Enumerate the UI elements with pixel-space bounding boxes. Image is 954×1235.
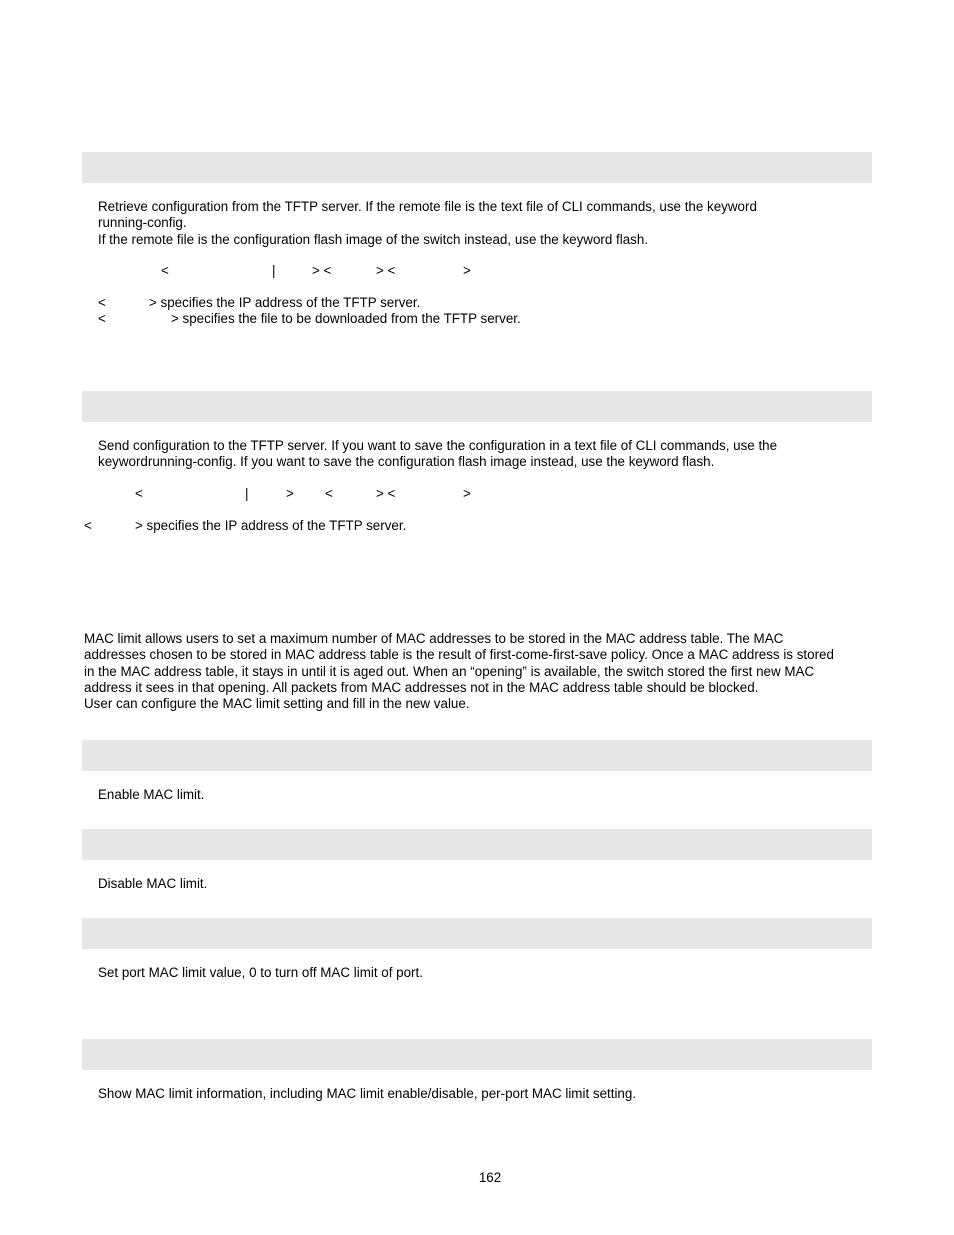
mac-limit-enable-description: Enable MAC limit. [98, 787, 205, 802]
command-header-bar [82, 152, 872, 183]
tftp-download-description: Retrieve configuration from the TFTP server. If the remote file is the text file of CLI commands, use the keyword running-config. If the remote file is the configuration flash image of the switch instead, use the keyword flash. [98, 199, 757, 247]
page-number: 162 [478, 1170, 502, 1185]
command-header-bar [82, 391, 872, 422]
mac-limit-intro: MAC limit allows users to set a maximum number of MAC addresses to be stored in the MAC address table. The MAC addresses chosen to be stored in MAC address table is the result of first-come-first-save policy. Once a MAC address is stored in the MAC address table, it stays in until it is aged out. When an “opening” is available, the switch stored the first new MAC address it sees in that opening. All packets from MAC addresses not in the MAC address table should be blocked. User can configure the MAC limit setting and fill in the new value. [84, 631, 834, 712]
command-header-bar [82, 829, 872, 860]
mac-limit-port-description: Set port MAC limit value, 0 to turn off MAC limit of port. [98, 965, 423, 980]
command-header-bar [82, 1039, 872, 1070]
mac-limit-show-description: Show MAC limit information, including MAC limit enable/disable, per-port MAC limit setting. [98, 1086, 637, 1101]
command-header-bar [82, 918, 872, 949]
tftp-upload-description: Send configuration to the TFTP server. If you want to save the configuration in a text file of CLI commands, use the keywordrunning-config. If you want to save the configuration flash image instead, use the keyword flash. [98, 438, 778, 470]
command-header-bar [82, 740, 872, 771]
mac-limit-disable-description: Disable MAC limit. [98, 876, 208, 891]
